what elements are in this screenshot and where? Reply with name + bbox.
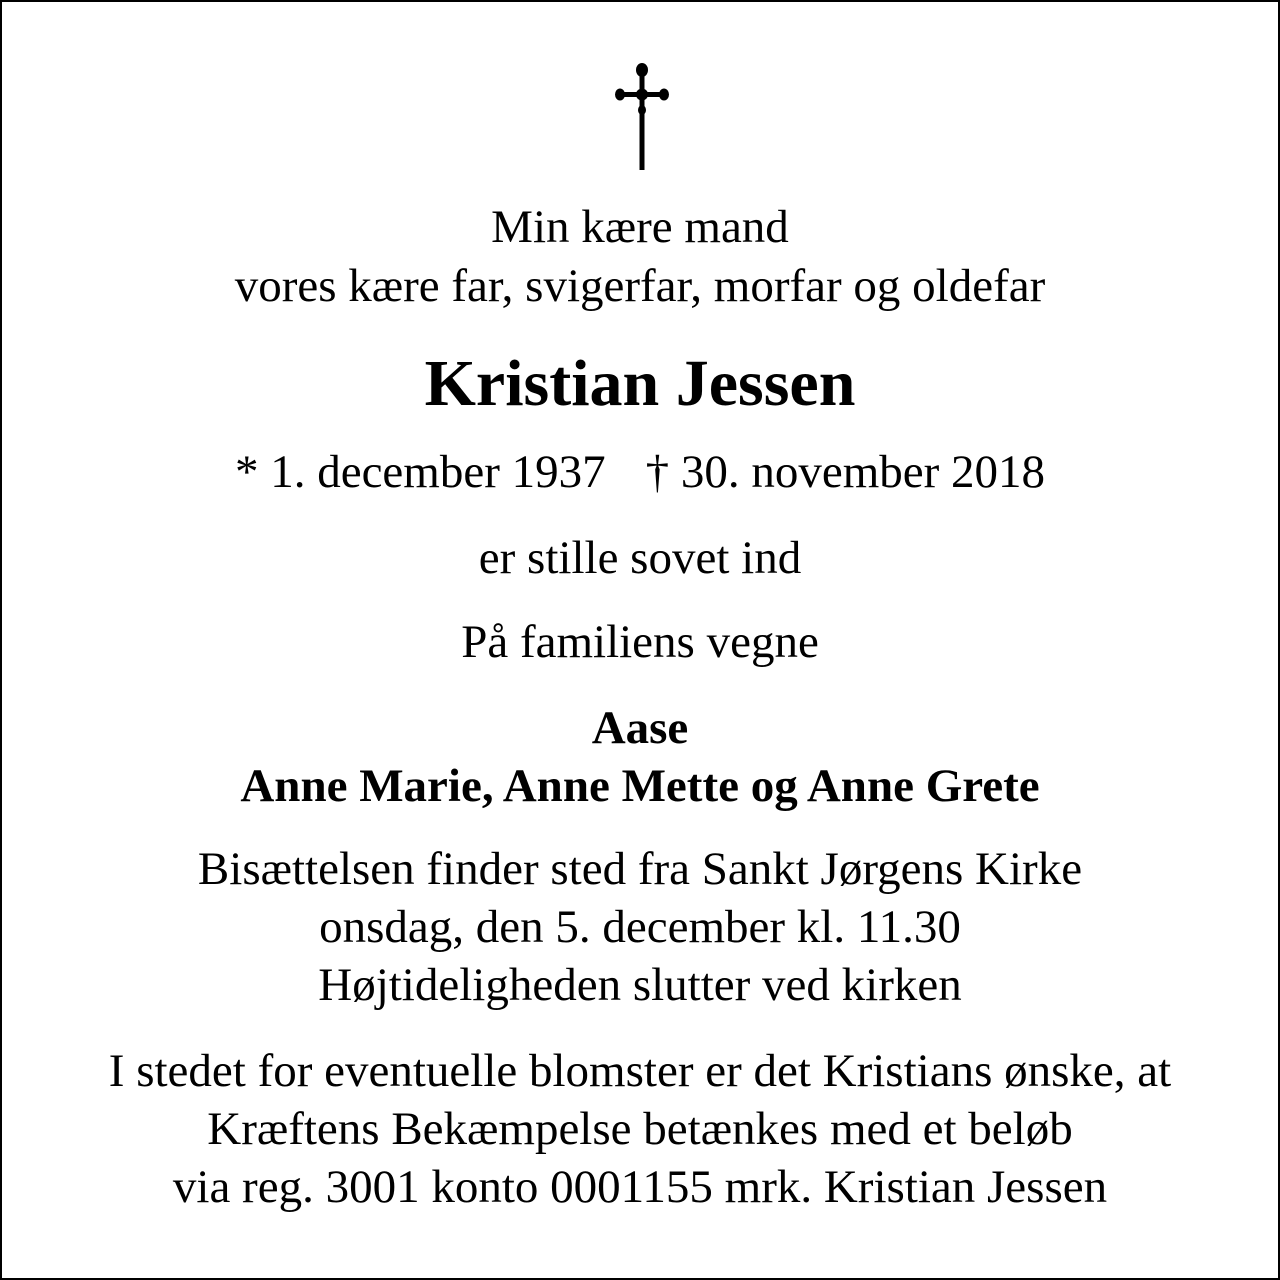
family-intro: På familiens vegne <box>461 616 819 668</box>
ornate-cross-icon <box>602 62 682 174</box>
funeral-line-3: Højtideligheden slutter ved kirken <box>318 959 962 1011</box>
death-date: † 30. november 2018 <box>645 446 1046 498</box>
intro-line-1: Min kære mand <box>491 201 789 253</box>
family-spouse: Aase <box>591 702 689 754</box>
funeral-line-1: Bisættelsen finder sted fra Sankt Jørgens Kirke <box>197 843 1083 895</box>
donation-line-1: I stedet for eventuelle blomster er det Kristians ønske, at <box>108 1045 1172 1097</box>
family-children: Anne Marie, Anne Mette og Anne Grete <box>240 760 1040 812</box>
donation-line-3: via reg. 3001 konto 0001155 mrk. Kristian Jessen <box>172 1161 1108 1213</box>
intro-line-2: vores kære far, svigerfar, morfar og oldefar <box>234 260 1046 312</box>
life-dates <box>2 443 1278 501</box>
donation-line-2: Kræftens Bekæmpelse betænkes med et beløb <box>207 1103 1073 1155</box>
deceased-name: Kristian Jessen <box>424 347 856 420</box>
passing-message: er stille sovet ind <box>478 532 802 584</box>
birth-date: * 1. december 1937 <box>234 446 606 498</box>
funeral-line-2: onsdag, den 5. december kl. 11.30 <box>319 901 961 953</box>
